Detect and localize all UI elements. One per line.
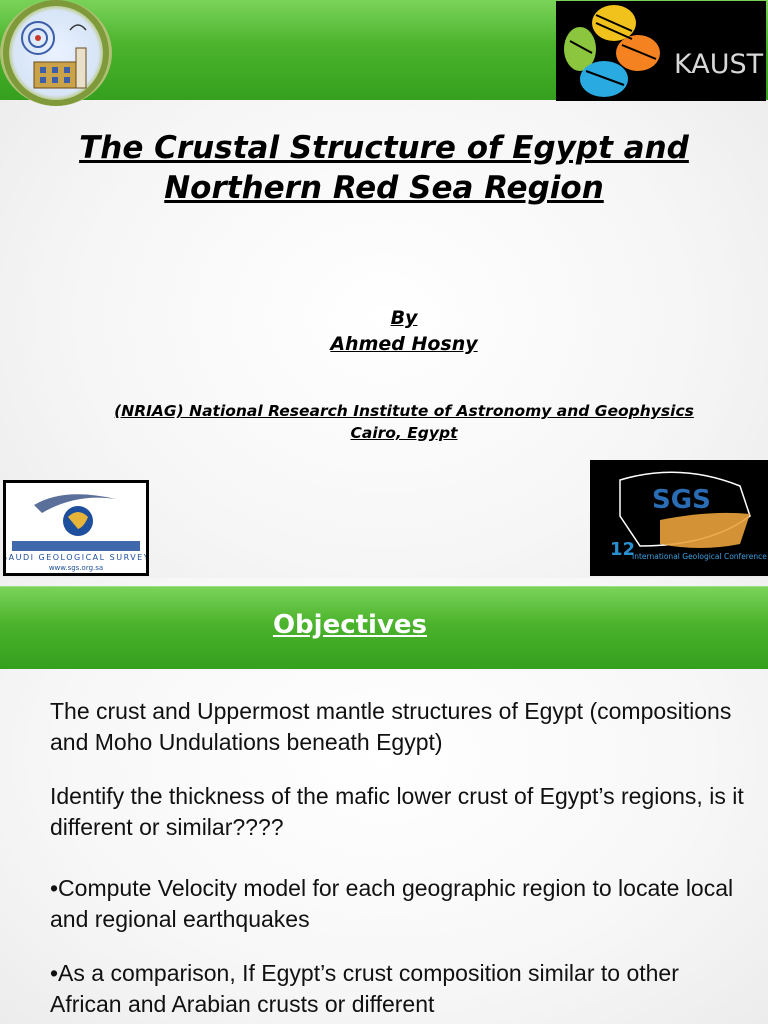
objectives-list: [50, 696, 750, 1024]
title-line-2: Northern Red Sea Region: [164, 170, 604, 206]
objective-item-1: The crust and Uppermost mantle structures of Egypt (compositions and Moho Undulations beneath Egypt): [50, 698, 732, 755]
by-label: By: [390, 307, 418, 329]
conference-number: 12: [610, 539, 636, 560]
objective-item-2: Identify the thickness of the mafic lower crust of Egypt’s regions, is it different or similar????: [50, 783, 744, 840]
slide-title: [40, 128, 728, 208]
objective-item-3: •Compute Velocity model for each geographic region to locate local and regional earthquakes: [50, 875, 734, 932]
objective-item-4: •As a comparison, If Egypt’s crust composition similar to other African and Arabian crusts or different: [50, 960, 679, 1017]
objectives-heading: Objectives: [272, 610, 428, 640]
geological-conference-logo: [590, 460, 768, 576]
objectives-header-bar: [0, 586, 768, 669]
institute-location: Cairo, Egypt: [350, 424, 458, 442]
saudi-survey-name: SAUDI GEOLOGICAL SURVEY: [6, 553, 146, 562]
kaust-wordmark: KAUST: [674, 49, 764, 80]
svg-text:SGS: SGS: [652, 485, 711, 515]
title-line-1: The Crustal Structure of Egypt and: [79, 130, 689, 166]
objectives-slide: [0, 578, 768, 1024]
saudi-geological-survey-logo: [3, 480, 149, 576]
saudi-survey-url: www.sgs.org.sa: [48, 564, 104, 572]
kaust-logo: [556, 1, 766, 101]
nriag-logo: [0, 0, 112, 106]
institute-name: (NRIAG) National Research Institute of Astronomy and Geophysics: [114, 402, 694, 420]
conference-name: International Geological Conference: [632, 552, 767, 561]
author-block: [0, 305, 768, 357]
institute-block: [40, 400, 768, 444]
author-name: Ahmed Hosny: [330, 333, 478, 355]
